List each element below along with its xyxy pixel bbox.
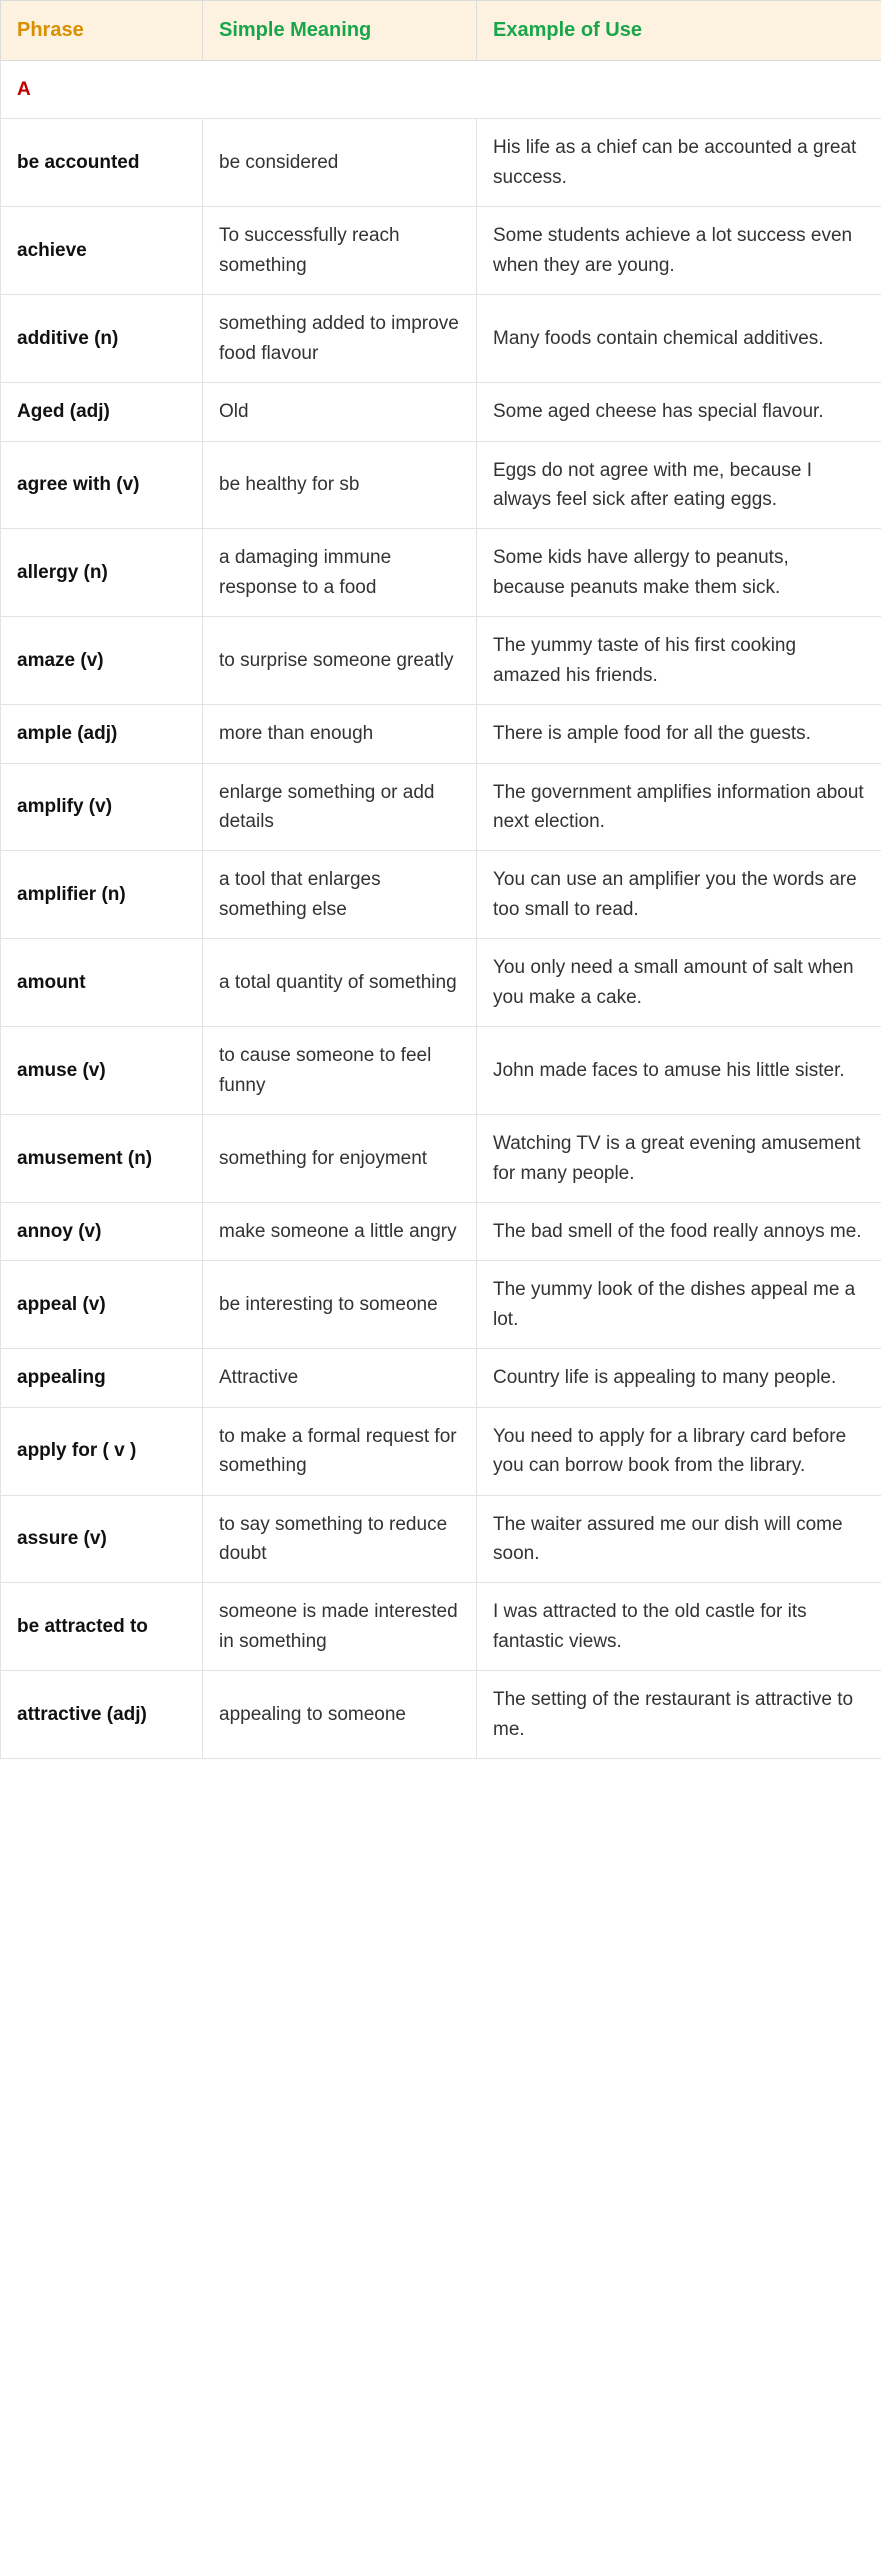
cell-phrase: appealing (1, 1349, 203, 1407)
column-header-phrase: Phrase (1, 1, 203, 61)
section-letter: A (1, 61, 881, 119)
table-header (1, 1, 881, 61)
cell-phrase: amusement (n) (1, 1115, 203, 1203)
cell-example: His life as a chief can be accounted a great success. (477, 119, 881, 207)
column-header-example: Example of Use (477, 1, 881, 61)
cell-phrase: assure (v) (1, 1495, 203, 1583)
cell-meaning: be interesting to someone (203, 1261, 477, 1349)
cell-phrase: amount (1, 939, 203, 1027)
cell-phrase: allergy (n) (1, 529, 203, 617)
table-row (1, 763, 881, 851)
table-body (1, 61, 881, 1759)
cell-phrase: agree with (v) (1, 441, 203, 529)
table-row (1, 1407, 881, 1495)
cell-example: There is ample food for all the guests. (477, 705, 881, 763)
table-row (1, 207, 881, 295)
table-row (1, 119, 881, 207)
cell-meaning: a total quantity of something (203, 939, 477, 1027)
cell-meaning: enlarge something or add details (203, 763, 477, 851)
cell-meaning: someone is made interested in something (203, 1583, 477, 1671)
cell-example: Some aged cheese has special flavour. (477, 383, 881, 441)
cell-phrase: be accounted (1, 119, 203, 207)
cell-phrase: ample (adj) (1, 705, 203, 763)
cell-meaning: more than enough (203, 705, 477, 763)
cell-meaning: to make a formal request for something (203, 1407, 477, 1495)
table-row (1, 1202, 881, 1260)
cell-example: Many foods contain chemical additives. (477, 295, 881, 383)
cell-meaning: a tool that enlarges something else (203, 851, 477, 939)
cell-example: Some kids have allergy to peanuts, because peanuts make them sick. (477, 529, 881, 617)
cell-meaning: to say something to reduce doubt (203, 1495, 477, 1583)
table-row (1, 1027, 881, 1115)
cell-meaning: appealing to someone (203, 1671, 477, 1759)
cell-example: I was attracted to the old castle for its fantastic views. (477, 1583, 881, 1671)
table-row (1, 441, 881, 529)
cell-example: The government amplifies information about next election. (477, 763, 881, 851)
table-row (1, 295, 881, 383)
cell-phrase: appeal (v) (1, 1261, 203, 1349)
cell-phrase: be attracted to (1, 1583, 203, 1671)
cell-meaning: Attractive (203, 1349, 477, 1407)
cell-phrase: annoy (v) (1, 1202, 203, 1260)
cell-example: Some students achieve a lot success even when they are young. (477, 207, 881, 295)
table-row (1, 617, 881, 705)
cell-meaning: to cause someone to feel funny (203, 1027, 477, 1115)
table-row (1, 1495, 881, 1583)
cell-phrase: amuse (v) (1, 1027, 203, 1115)
cell-phrase: achieve (1, 207, 203, 295)
cell-example: Watching TV is a great evening amusement for many people. (477, 1115, 881, 1203)
cell-meaning: be healthy for sb (203, 441, 477, 529)
cell-example: Country life is appealing to many people. (477, 1349, 881, 1407)
cell-meaning: Old (203, 383, 477, 441)
cell-phrase: apply for ( v ) (1, 1407, 203, 1495)
table-row (1, 705, 881, 763)
cell-phrase: amplifier (n) (1, 851, 203, 939)
cell-example: John made faces to amuse his little sister. (477, 1027, 881, 1115)
cell-meaning: something added to improve food flavour (203, 295, 477, 383)
cell-phrase: Aged (adj) (1, 383, 203, 441)
table-row (1, 851, 881, 939)
cell-phrase: amaze (v) (1, 617, 203, 705)
table-row (1, 1583, 881, 1671)
cell-meaning: to surprise someone greatly (203, 617, 477, 705)
table-row (1, 1349, 881, 1407)
cell-example: Eggs do not agree with me, because I always feel sick after eating eggs. (477, 441, 881, 529)
cell-meaning: a damaging immune response to a food (203, 529, 477, 617)
cell-meaning: make someone a little angry (203, 1202, 477, 1260)
section-header-row (1, 61, 881, 119)
column-header-meaning: Simple Meaning (203, 1, 477, 61)
cell-meaning: be considered (203, 119, 477, 207)
table-row (1, 1671, 881, 1759)
cell-example: You need to apply for a library card before you can borrow book from the library. (477, 1407, 881, 1495)
cell-phrase: additive (n) (1, 295, 203, 383)
cell-phrase: attractive (adj) (1, 1671, 203, 1759)
cell-example: The setting of the restaurant is attractive to me. (477, 1671, 881, 1759)
table-row (1, 1261, 881, 1349)
cell-example: You only need a small amount of salt when you make a cake. (477, 939, 881, 1027)
table-row (1, 939, 881, 1027)
cell-example: The bad smell of the food really annoys me. (477, 1202, 881, 1260)
cell-example: The waiter assured me our dish will come soon. (477, 1495, 881, 1583)
table-row (1, 529, 881, 617)
cell-meaning: To successfully reach something (203, 207, 477, 295)
cell-example: You can use an amplifier you the words are too small to read. (477, 851, 881, 939)
header-row (1, 1, 881, 61)
cell-example: The yummy taste of his first cooking amazed his friends. (477, 617, 881, 705)
cell-meaning: something for enjoyment (203, 1115, 477, 1203)
table-row (1, 1115, 881, 1203)
cell-phrase: amplify (v) (1, 763, 203, 851)
table-row (1, 383, 881, 441)
cell-example: The yummy look of the dishes appeal me a lot. (477, 1261, 881, 1349)
